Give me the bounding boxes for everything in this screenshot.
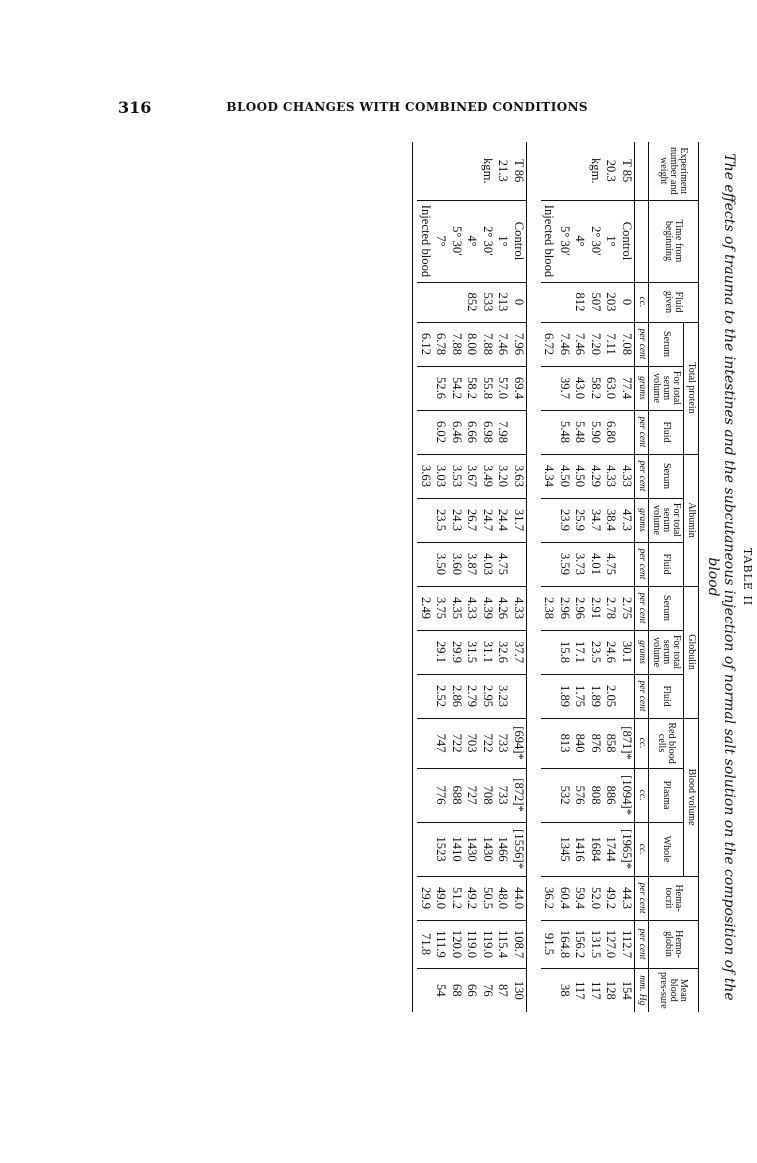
table-cell: 8.00 bbox=[464, 322, 480, 366]
table-cell: 26.7 bbox=[464, 498, 480, 542]
time-cell: 4° bbox=[572, 200, 588, 282]
table-cell: 2.38 bbox=[541, 586, 557, 630]
table-cell: 47.3 bbox=[619, 498, 635, 542]
table-cell: 3.20 bbox=[495, 454, 511, 498]
table-cell: [694]* bbox=[511, 718, 527, 768]
table-cell bbox=[541, 822, 557, 876]
header-mean-blood-pressure: Mean blood pres-sure bbox=[649, 968, 699, 1012]
table-cell: 3.50 bbox=[433, 542, 449, 586]
table-cell: 24.4 bbox=[495, 498, 511, 542]
table-cell: 7.20 bbox=[588, 322, 604, 366]
table-cell: 3.63 bbox=[511, 454, 527, 498]
table-cell: 5.48 bbox=[557, 410, 573, 454]
table-cell: 4.29 bbox=[588, 454, 604, 498]
table-cell: 1416 bbox=[572, 822, 588, 876]
table-cell: 532 bbox=[557, 768, 573, 822]
subheader-alb-serum: Serum bbox=[649, 454, 684, 498]
subheader-tp-for-total: For total serum volume bbox=[649, 366, 684, 410]
table-cell: 4.35 bbox=[449, 586, 465, 630]
table-cell: 4.50 bbox=[557, 454, 573, 498]
header-fluid-given: Fluid given bbox=[649, 282, 699, 322]
experiment-id-line: kgm. bbox=[481, 157, 495, 184]
table-cell: 812 bbox=[572, 282, 588, 322]
subheader-tp-serum: Serum bbox=[649, 322, 684, 366]
table-cell: 108.7 bbox=[511, 920, 527, 968]
table-cell: 117 bbox=[588, 968, 604, 1012]
table-cell: 52.6 bbox=[433, 366, 449, 410]
subheader-glob-fluid: Fluid bbox=[649, 674, 684, 718]
table-cell: 213 bbox=[495, 282, 511, 322]
table-cell: 31.1 bbox=[480, 630, 496, 674]
table-cell: 39.7 bbox=[557, 366, 573, 410]
unit-cell: per cent bbox=[635, 586, 649, 630]
experiment-id-line: T 85 bbox=[620, 159, 634, 183]
table-cell: 7.11 bbox=[603, 322, 619, 366]
table-cell: [1094]* bbox=[619, 768, 635, 822]
table-cell: 30.1 bbox=[619, 630, 635, 674]
header-time: Time from beginning bbox=[649, 200, 699, 282]
unit-cell: per cent bbox=[635, 674, 649, 718]
table-cell: 2.78 bbox=[603, 586, 619, 630]
table-cell: 58.2 bbox=[464, 366, 480, 410]
table-cell: 115.4 bbox=[495, 920, 511, 968]
table-cell bbox=[433, 282, 449, 322]
table-cell: 876 bbox=[588, 718, 604, 768]
unit-cell: cc. bbox=[635, 282, 649, 322]
time-cell: Control bbox=[511, 200, 527, 282]
table-cell: 6.66 bbox=[464, 410, 480, 454]
subheader-red-cells: Red blood cells bbox=[649, 718, 684, 768]
table-cell bbox=[557, 282, 573, 322]
unit-cell: per cent bbox=[635, 542, 649, 586]
table-cell: 52.0 bbox=[588, 876, 604, 920]
table-cell: 203 bbox=[603, 282, 619, 322]
table-cell: 2.75 bbox=[619, 586, 635, 630]
table-cell bbox=[619, 542, 635, 586]
table-cell: 117 bbox=[572, 968, 588, 1012]
table-cell bbox=[541, 768, 557, 822]
table-cell: 776 bbox=[433, 768, 449, 822]
table-cell: 91.5 bbox=[541, 920, 557, 968]
table-cell: 1430 bbox=[480, 822, 496, 876]
table-row bbox=[541, 142, 557, 1012]
experiment-id-line: kgm. bbox=[589, 157, 603, 184]
table-cell: 507 bbox=[588, 282, 604, 322]
table-cell: 852 bbox=[464, 282, 480, 322]
table-cell: 44.3 bbox=[619, 876, 635, 920]
table-cell: 2.49 bbox=[418, 586, 434, 630]
table-cell: 57.0 bbox=[495, 366, 511, 410]
subheader-tp-fluid: Fluid bbox=[649, 410, 684, 454]
table-cell: 4.75 bbox=[495, 542, 511, 586]
table-cell: 34.7 bbox=[588, 498, 604, 542]
table-cell: 5.48 bbox=[572, 410, 588, 454]
table-cell: 2.79 bbox=[464, 674, 480, 718]
table-cell bbox=[541, 410, 557, 454]
time-cell: 2° 30′ bbox=[588, 200, 604, 282]
table-cell bbox=[511, 410, 527, 454]
table-cell bbox=[418, 968, 434, 1012]
subheader-plasma: Plasma bbox=[649, 768, 684, 822]
table-cell: 2.95 bbox=[480, 674, 496, 718]
experiment-id-cell bbox=[541, 142, 635, 200]
table-cell: 23.5 bbox=[433, 498, 449, 542]
unit-cell: per cent bbox=[635, 920, 649, 968]
table-cell: 733 bbox=[495, 718, 511, 768]
table-cell: 120.0 bbox=[449, 920, 465, 968]
table-cell: 4.75 bbox=[603, 542, 619, 586]
table-cell: 1523 bbox=[433, 822, 449, 876]
experiment-id-cell bbox=[418, 142, 527, 200]
table-cell bbox=[541, 498, 557, 542]
table-cell: 7.88 bbox=[449, 322, 465, 366]
table-cell: 747 bbox=[433, 718, 449, 768]
page-number: 316 bbox=[118, 98, 152, 117]
experiment-separator bbox=[527, 142, 542, 1012]
header-hematocrit: Hema-tocrit bbox=[649, 876, 699, 920]
table-cell: 3.23 bbox=[495, 674, 511, 718]
table-cell: 533 bbox=[480, 282, 496, 322]
table-cell: 156.2 bbox=[572, 920, 588, 968]
table-cell: 3.03 bbox=[433, 454, 449, 498]
table-cell bbox=[541, 968, 557, 1012]
table-cell: 24.3 bbox=[449, 498, 465, 542]
unit-cell bbox=[635, 200, 649, 282]
table-cell: 813 bbox=[557, 718, 573, 768]
table-cell bbox=[619, 674, 635, 718]
table-cell: 54 bbox=[433, 968, 449, 1012]
table-cell: 3.63 bbox=[418, 454, 434, 498]
table-cell: 76 bbox=[480, 968, 496, 1012]
table-row bbox=[495, 142, 511, 1012]
table-cell: 29.1 bbox=[433, 630, 449, 674]
unit-cell: per cent bbox=[635, 876, 649, 920]
table-cell: 7.46 bbox=[557, 322, 573, 366]
table-cell: 4.33 bbox=[464, 586, 480, 630]
unit-cell bbox=[635, 142, 649, 200]
table-cell: 49.2 bbox=[603, 876, 619, 920]
table-cell: 6.46 bbox=[449, 410, 465, 454]
subheader-alb-for-total: For total serum volume bbox=[649, 498, 684, 542]
subheader-alb-fluid: Fluid bbox=[649, 542, 684, 586]
table-cell: 3.60 bbox=[449, 542, 465, 586]
table-cell: 4.34 bbox=[541, 454, 557, 498]
time-cell: 4° bbox=[464, 200, 480, 282]
experiment-id-line: 21.3 bbox=[496, 159, 511, 182]
time-cell: Injected blood bbox=[541, 200, 557, 282]
table-row bbox=[433, 142, 449, 1012]
unit-cell: per cent bbox=[635, 410, 649, 454]
unit-cell: per cent bbox=[635, 454, 649, 498]
table-cell: 733 bbox=[495, 768, 511, 822]
table-cell: 808 bbox=[588, 768, 604, 822]
table-cell bbox=[541, 282, 557, 322]
table-cell: 127.0 bbox=[603, 920, 619, 968]
table-cell bbox=[541, 542, 557, 586]
table-cell: 128 bbox=[603, 968, 619, 1012]
table-cell: 722 bbox=[449, 718, 465, 768]
table-cell: 3.73 bbox=[572, 542, 588, 586]
table-cell: 4.39 bbox=[480, 586, 496, 630]
table-cell: 68 bbox=[449, 968, 465, 1012]
table-row bbox=[572, 142, 588, 1012]
table-cell: 1.75 bbox=[572, 674, 588, 718]
table-cell: 2.05 bbox=[603, 674, 619, 718]
header-albumin: Albumin bbox=[684, 454, 699, 586]
table-cell: 32.6 bbox=[495, 630, 511, 674]
header-hemoglobin: Hemo-globin bbox=[649, 920, 699, 968]
table-cell bbox=[541, 366, 557, 410]
table-cell: 6.80 bbox=[603, 410, 619, 454]
table-cell: 119.0 bbox=[464, 920, 480, 968]
table-cell: 6.12 bbox=[418, 322, 434, 366]
subheader-glob-for-total: For total serum volume bbox=[649, 630, 684, 674]
table-cell bbox=[511, 674, 527, 718]
table-cell: 36.2 bbox=[541, 876, 557, 920]
table-cell: 4.33 bbox=[619, 454, 635, 498]
unit-cell: per cent bbox=[635, 322, 649, 366]
table-cell: 7.46 bbox=[572, 322, 588, 366]
table-cell bbox=[418, 768, 434, 822]
table-cell: 111.9 bbox=[433, 920, 449, 968]
unit-cell: cc. bbox=[635, 822, 649, 876]
table-cell: 708 bbox=[480, 768, 496, 822]
table-cell: 23.9 bbox=[557, 498, 573, 542]
table-cell bbox=[418, 674, 434, 718]
table-cell: 0 bbox=[619, 282, 635, 322]
table-cell: 154 bbox=[619, 968, 635, 1012]
table-row bbox=[464, 142, 480, 1012]
table-cell: 130 bbox=[511, 968, 527, 1012]
table-cell: 131.5 bbox=[588, 920, 604, 968]
table-cell: 7.88 bbox=[480, 322, 496, 366]
table-cell: 1.89 bbox=[557, 674, 573, 718]
table-cell: 1345 bbox=[557, 822, 573, 876]
table-cell: 1410 bbox=[449, 822, 465, 876]
table-cell bbox=[541, 718, 557, 768]
header-experiment: Experiment number and weight bbox=[649, 142, 699, 200]
table-cell: 840 bbox=[572, 718, 588, 768]
data-table bbox=[413, 142, 700, 1012]
table-cell: 15.8 bbox=[557, 630, 573, 674]
table-cell: 29.9 bbox=[449, 630, 465, 674]
table-cell: [871]* bbox=[619, 718, 635, 768]
rotated-table-block bbox=[226, 142, 757, 1012]
running-head: BLOOD CHANGES WITH COMBINED CONDITIONS bbox=[226, 100, 588, 114]
table-cell: 4.26 bbox=[495, 586, 511, 630]
table-cell bbox=[418, 410, 434, 454]
table-cell: 43.0 bbox=[572, 366, 588, 410]
experiment-id-line: T 86 bbox=[512, 159, 526, 183]
table-cell bbox=[418, 822, 434, 876]
table-cell: 722 bbox=[480, 718, 496, 768]
unit-cell: cc. bbox=[635, 768, 649, 822]
unit-cell: mm. Hg bbox=[635, 968, 649, 1012]
table-cell: 49.0 bbox=[433, 876, 449, 920]
table-cell: 688 bbox=[449, 768, 465, 822]
table-cell: 87 bbox=[495, 968, 511, 1012]
table-row bbox=[557, 142, 573, 1012]
table-cell bbox=[418, 718, 434, 768]
experiment-rows bbox=[413, 142, 635, 1012]
unit-cell: grams bbox=[635, 498, 649, 542]
unit-cell: cc. bbox=[635, 718, 649, 768]
header-blood-volume: Blood volume bbox=[684, 718, 699, 876]
table-cell: 51.2 bbox=[449, 876, 465, 920]
time-cell: 7° bbox=[433, 200, 449, 282]
table-cell: 25.9 bbox=[572, 498, 588, 542]
table-cell bbox=[541, 630, 557, 674]
table-cell: 4.01 bbox=[588, 542, 604, 586]
table-cell: 0 bbox=[511, 282, 527, 322]
table-cell: 50.5 bbox=[480, 876, 496, 920]
table-label: TABLE II bbox=[741, 547, 754, 607]
table-cell: 4.33 bbox=[603, 454, 619, 498]
time-cell: 5° 30′ bbox=[449, 200, 465, 282]
time-cell: 2° 30′ bbox=[480, 200, 496, 282]
table-cell bbox=[418, 366, 434, 410]
table-cell: 3.75 bbox=[433, 586, 449, 630]
time-cell: 1° bbox=[603, 200, 619, 282]
table-cell: 59.4 bbox=[572, 876, 588, 920]
table-cell: 4.03 bbox=[480, 542, 496, 586]
table-cell: 5.90 bbox=[588, 410, 604, 454]
table-cell: 2.91 bbox=[588, 586, 604, 630]
table-cell: 24.7 bbox=[480, 498, 496, 542]
table-cell: 31.7 bbox=[511, 498, 527, 542]
table-cell: 66 bbox=[464, 968, 480, 1012]
unit-cell: grams bbox=[635, 630, 649, 674]
table-cell: 38.4 bbox=[603, 498, 619, 542]
table-cell: 3.49 bbox=[480, 454, 496, 498]
table-cell bbox=[418, 542, 434, 586]
table-cell: 1466 bbox=[495, 822, 511, 876]
table-cell: 6.72 bbox=[541, 322, 557, 366]
table-cell: 886 bbox=[603, 768, 619, 822]
table-cell: 1.89 bbox=[588, 674, 604, 718]
table-cell: 17.1 bbox=[572, 630, 588, 674]
header-globulin: Globulin bbox=[684, 586, 699, 718]
table-row bbox=[418, 142, 434, 1012]
table-cell: 71.8 bbox=[418, 920, 434, 968]
table-row bbox=[511, 142, 527, 1012]
table-cell bbox=[541, 674, 557, 718]
table-cell: 37.7 bbox=[511, 630, 527, 674]
table-cell: 38 bbox=[557, 968, 573, 1012]
table-cell: 2.86 bbox=[449, 674, 465, 718]
table-cell: 6.02 bbox=[433, 410, 449, 454]
table-cell: 69.4 bbox=[511, 366, 527, 410]
table-cell: 31.5 bbox=[464, 630, 480, 674]
experiment-id-line: 20.3 bbox=[604, 159, 619, 182]
table-cell bbox=[619, 410, 635, 454]
table-row bbox=[449, 142, 465, 1012]
table-cell: 6.98 bbox=[480, 410, 496, 454]
separator-cell bbox=[527, 142, 542, 1012]
table-cell: 2.96 bbox=[572, 586, 588, 630]
table-row bbox=[480, 142, 496, 1012]
table-cell bbox=[418, 498, 434, 542]
table-cell: 7.46 bbox=[495, 322, 511, 366]
units-row bbox=[635, 142, 649, 1012]
table-cell: 7.08 bbox=[619, 322, 635, 366]
table-cell: 29.9 bbox=[418, 876, 434, 920]
table-cell: 49.2 bbox=[464, 876, 480, 920]
table-cell: 6.78 bbox=[433, 322, 449, 366]
table-cell bbox=[418, 282, 434, 322]
table-cell: [1556]* bbox=[511, 822, 527, 876]
table-cell: 23.5 bbox=[588, 630, 604, 674]
table-cell: 703 bbox=[464, 718, 480, 768]
table-row bbox=[588, 142, 604, 1012]
table-cell: 3.67 bbox=[464, 454, 480, 498]
table-cell: 4.50 bbox=[572, 454, 588, 498]
time-cell: Control bbox=[619, 200, 635, 282]
table-cell: 63.0 bbox=[603, 366, 619, 410]
table-cell: 576 bbox=[572, 768, 588, 822]
table-cell: 858 bbox=[603, 718, 619, 768]
table-cell: 3.59 bbox=[557, 542, 573, 586]
table-cell: 7.96 bbox=[511, 322, 527, 366]
table-cell: 54.2 bbox=[449, 366, 465, 410]
table-cell: 727 bbox=[464, 768, 480, 822]
time-cell: 1° bbox=[495, 200, 511, 282]
table-caption: The effects of trauma to the intestines and the subcutaneous injection of normal salt solution on the composition of the blood bbox=[705, 153, 737, 1001]
table-row bbox=[619, 142, 635, 1012]
table-cell: 55.8 bbox=[480, 366, 496, 410]
table-cell: 24.6 bbox=[603, 630, 619, 674]
subheader-glob-serum: Serum bbox=[649, 586, 684, 630]
table-row bbox=[603, 142, 619, 1012]
table-cell: [872]* bbox=[511, 768, 527, 822]
table-cell: 3.87 bbox=[464, 542, 480, 586]
table-cell: 164.8 bbox=[557, 920, 573, 968]
table-cell bbox=[449, 282, 465, 322]
subheader-whole: Whole bbox=[649, 822, 684, 876]
table-cell: 119.0 bbox=[480, 920, 496, 968]
table-cell: 2.52 bbox=[433, 674, 449, 718]
table-cell: 48.0 bbox=[495, 876, 511, 920]
table-cell: 7.98 bbox=[495, 410, 511, 454]
table-cell bbox=[511, 542, 527, 586]
table-cell: 3.53 bbox=[449, 454, 465, 498]
table-cell: 77.4 bbox=[619, 366, 635, 410]
table-cell: 1430 bbox=[464, 822, 480, 876]
table-cell: 2.96 bbox=[557, 586, 573, 630]
table-cell: 58.2 bbox=[588, 366, 604, 410]
table-cell: 112.7 bbox=[619, 920, 635, 968]
time-cell: 5° 30′ bbox=[557, 200, 573, 282]
table-cell: 4.33 bbox=[511, 586, 527, 630]
table-cell: 1744 bbox=[603, 822, 619, 876]
table-cell bbox=[418, 630, 434, 674]
page-header bbox=[118, 98, 588, 120]
table-cell: [1965]* bbox=[619, 822, 635, 876]
table-cell: 1684 bbox=[588, 822, 604, 876]
header-total-protein: Total protein bbox=[684, 322, 699, 454]
table-cell: 60.4 bbox=[557, 876, 573, 920]
table-cell: 44.0 bbox=[511, 876, 527, 920]
time-cell: Injected blood bbox=[418, 200, 434, 282]
unit-cell: grams bbox=[635, 366, 649, 410]
